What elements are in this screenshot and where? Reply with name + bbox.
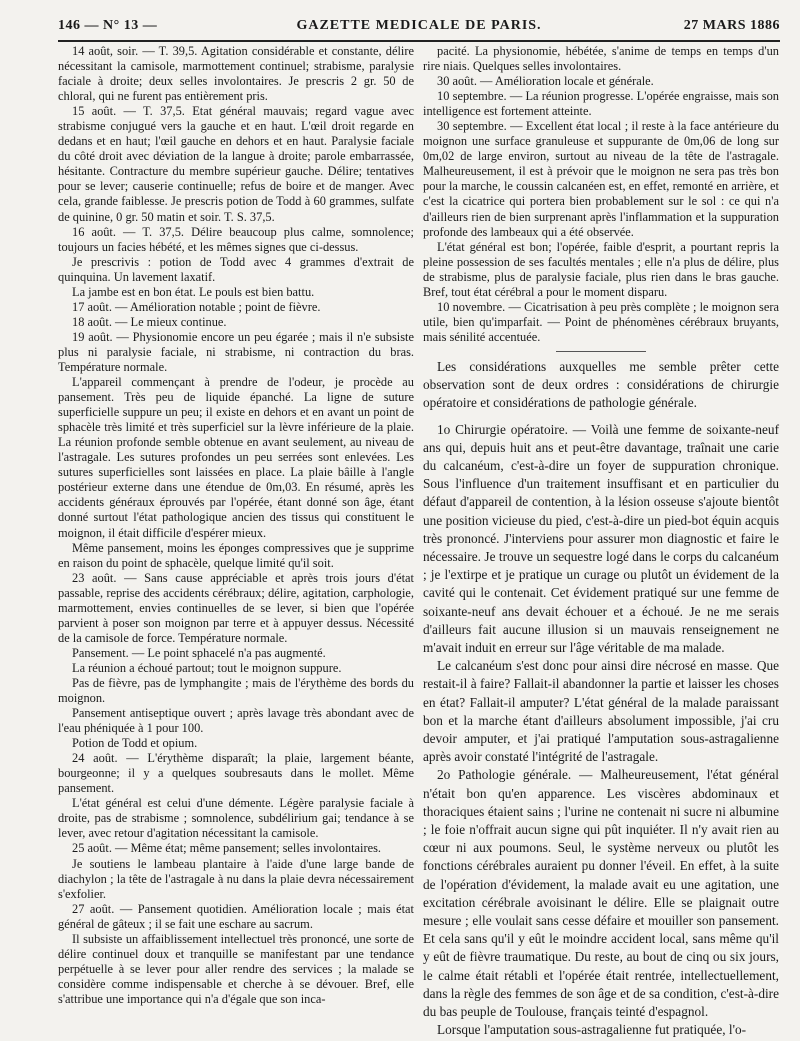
paragraph-gap bbox=[423, 413, 779, 421]
paragraph: 30 août. — Amélioration locale et générale. bbox=[437, 74, 654, 89]
right-column bbox=[423, 44, 779, 1039]
paragraph: Même pansement, moins les éponges compressives que je supprime en raison du point de sphacèle, quelque limité qu'il soit. bbox=[58, 540, 414, 570]
paragraph: Je soutiens le lambeau plantaire à l'aide d'une large bande de diachylon ; la tête de l'astragale à nu dans la plaie devra nécessairement s'exfolier. bbox=[58, 856, 414, 901]
header-rule bbox=[58, 40, 780, 42]
paragraph: Pas de fièvre, pas de lymphangite ; mais de l'érythème des bords du moignon. bbox=[58, 675, 414, 706]
paragraph: La réunion a échoué partout; tout le moignon suppure. bbox=[72, 660, 342, 675]
paragraph: Les considérations auxquelles me semble prêter cette observation sont de deux ordres : considérations de chirurgie opératoire et considérations de pathologie générale. bbox=[423, 358, 779, 411]
paragraph: 2o Pathologie générale. — Malheureusement, l'état général n'était bon qu'en apparence. Les viscères abdominaux et thoraciques étaient sains ; l'urine ne contenait ni sucre ni albumine ; le foie n'offrait aucun signe qui pût inquiéter. Il n'y avait rien au cœur ni aux poumons. Seul, le système nerveux ou plutôt les fonctions cérébrales auraient pu donner l'éveil. En effet, à la suite de l'opération d'évidement, la malade avait eu une agitation, une excitation cérébrale avoisinant le délire. Elle se plaignait outre mesure ; elle voulait sans cesse défaire et mouiller son pansement. Et cela sans qu'il y eût le moindre accident local, sans même qu'il y eût de fièvre traumatique. Du reste, au bout de cinq ou six jours, le calme était rétabli et l'opérée était rentrée, intellectuellement, dans la règle des femmes de son âge et de sa condition, c'est-à-dire du bas peuple de Toulouse, français teinté d'espagnol. bbox=[423, 767, 779, 1020]
paragraph: La jambe est en bon état. Le pouls est bien battu. bbox=[72, 284, 315, 299]
paragraph: 10 septembre. — La réunion progresse. L'opérée engraisse, mais son intelligence est fortement atteinte. bbox=[423, 89, 779, 119]
commentary-section bbox=[423, 358, 779, 1040]
paragraph: Le calcanéum s'est donc pour ainsi dire nécrosé en masse. Que restait-il à faire? Fallait-il abandonner la partie et laisser les choses en état? Fallait-il amputer? L'état général de la malade paraissant bon et la marche étant d'ailleurs absolument impossible, j'ai cru devoir amputer, et j'ai pratiqué l'amputation sous-astragalienne après avoir constaté l'intégrité de l'astragale. bbox=[423, 658, 779, 765]
left-column bbox=[58, 44, 414, 1007]
paragraph: 18 août. — Le mieux continue. bbox=[72, 314, 227, 329]
paragraph: L'état général est bon; l'opérée, faible d'esprit, a pourtant repris la pleine possession de ses facultés mentales ; elle n'a plus de délire, plus de strabisme, plus de paralysie faciale, plus rien dans le bras gauche. Bref, tout état cérébral a pour le moment disparu. bbox=[423, 239, 779, 299]
paragraph: 23 août. — Sans cause appréciable et après trois jours d'état passable, reprise des accidents cérébraux; délire, agitation, carphologie, marmottement, envies continuelles de se lever, si bien que l'opérée parvient à poser son moignon par terre et à appuyer dessus. Nécessité de la camisole de force. Température normale. bbox=[58, 570, 414, 645]
paragraph: 30 septembre. — Excellent état local ; il reste à la face antérieure du moignon une surface granuleuse et suppurante de 0m,06 de long sur 0m,02 de large environ, surtout au niveau de la tête de l'astragale. Malheureusement, il est à prévoir que le moignon ne sera pas très bon pour la marche, le coussin calcanéen est, en effet, remonté en arrière, et c'est la cicatrice qui portera bien probablement sur le sol : ce qui n'a d'ailleurs rien de bien surprenant après l'inflammation et la suppuration profonde des lambeaux qui a été observée. bbox=[423, 119, 779, 239]
paragraph: 15 août. — T. 37,5. Etat général mauvais; regard vague avec strabisme conjugué vers la gauche et en haut. L'œil droit regarde en dedans et en haut; l'œil gauche en dehors et en haut. Paralysie faciale du côté droit avec déviation de la langue à droite; parole embarrassée, hésitante. Contracture du membre supérieur gauche. Délire; tentatives pour se lever; causerie continuelle; refus de boire et de manger. Avec cela, grande faiblesse. Je prescris potion de Todd à 60 grammes, sulfate de quinine, 0 gr. 50 matin et soir. T. S. 37,5. bbox=[58, 104, 414, 224]
paragraph: 14 août, soir. — T. 39,5. Agitation considérable et constante, délire nécessitant la camisole, marmottement continuel; strabisme, paralysie faciale à droite; deux selles involontaires. Je prescris 2 gr. 50 de chloral, qui ne furent pas entièrement pris. bbox=[58, 44, 414, 104]
paragraph: 19 août. — Physionomie encore un peu égarée ; mais il n'e subsiste plus ni paralysie faciale, ni strabisme, ni contraction du bras. Température normale. bbox=[58, 329, 414, 374]
paragraph: 17 août. — Amélioration notable ; point de fièvre. bbox=[72, 299, 321, 314]
page-number: 146 — N° 13 — bbox=[58, 18, 158, 33]
paragraph: Je prescrivis : potion de Todd avec 4 grammes d'extrait de quinquina. Un lavement laxatif. bbox=[58, 254, 414, 284]
section-separator bbox=[556, 351, 646, 352]
paragraph: Lorsque l'amputation sous-astragalienne fut pratiquée, l'o- bbox=[437, 1022, 747, 1038]
paragraph: 24 août. — L'érythème disparaît; la plaie, largement béante, bourgeonne; il y a quelques soubresauts dans le mollet. Même pansement. bbox=[58, 751, 414, 796]
issue-date: 27 MARS 1886 bbox=[683, 18, 780, 33]
paragraph: L'appareil commençant à prendre de l'odeur, je procède au pansement. Très peu de liquide épanché. La ligne de suture superficielle suppure un peu; il existe en dehors et en avant un point de sphacèle très limité et très superficiel sur la lèvre inférieure de la plaie. La réunion profonde semble obtenue en avant seulement, au niveau de l'astragale. Les sutures profondes un peu serrées sont enlevées. Les sutures superficielles sont laissées en place. La plaie bâille à l'angle postérieur externe dans une étendue de 0m,03. En résumé, après les accidents généraux éprouvés par l'opérée, étant donné son âge, étant donné surtout l'état pathologique ancien des tissus qui constituent le moignon, il était difficile d'espérer mieux. bbox=[58, 375, 414, 540]
paragraph: Il subsiste un affaiblissement intellectuel très prononcé, une sorte de délire continuel doux et tranquille se manifestant par une tendance perpétuelle à se lever pour aller rendre des services ; la malade se considère comme indispensable et cherche à se dévouer. Bref, elle s'attribue une importance qui n'a d'égale que son inca- bbox=[58, 931, 414, 1006]
paragraph: Potion de Todd et opium. bbox=[72, 736, 198, 751]
paragraph: Pansement antiseptique ouvert ; après lavage très abondant avec de l'eau phéniquée à 1 pour 100. bbox=[58, 706, 414, 736]
paragraph: pacité. La physionomie, hébétée, s'anime de temps en temps d'un rire niais. Quelques selles involontaires. bbox=[423, 44, 779, 74]
paragraph: 10 novembre. — Cicatrisation à peu près complète ; le moignon sera utile, bien qu'imparfait. — Point de phénomènes cérébraux bruyants, mais sénilité accentuée. bbox=[423, 299, 779, 344]
paragraph: 1o Chirurgie opératoire. — Voilà une femme de soixante-neuf ans qui, depuis huit ans et peut-être davantage, traînait une carie du calcanéum, c'est-à-dire un foyer de suppuration chronique. Sous l'influence d'un traitement insuffisant et en particulier du défaut d'appareil de contention, à la lésion osseuse s'ajoute bientôt une position vicieuse du pied, c'est-à-dire un pied-bot équin acquis très prononcé. J'interviens pour assurer mon diagnostic et faire le nécessaire. Je trouve un sequestre logé dans le corps du calcanéum ; je l'extirpe et je pratique un curage ou plutôt un évidement de la cavité qui le contenait. Cet évidement pratiqué sur une femme de soixante-neuf ans devait échouer et a échoué. Je ne me serais d'ailleurs fait aucune illusion si un mauvais renseignement ne m'avait induit en erreur sur l'âge véritable de ma malade. bbox=[423, 421, 779, 655]
paragraph: L'état général est celui d'une démente. Légère paralysie faciale à droite, pas de strabisme ; somnolence, subdélirium gai; tendance à se lever, avec retour d'agitation nécessitant la camisole. bbox=[58, 796, 414, 841]
paragraph: 27 août. — Pansement quotidien. Amélioration locale ; mais état général de gâteux ; il se fait une eschare au sacrum. bbox=[58, 901, 414, 931]
paragraph: Pansement. — Le point sphacelé n'a pas augmenté. bbox=[72, 645, 326, 660]
journal-title: GAZETTE MEDICALE DE PARIS. bbox=[296, 18, 542, 33]
paragraph: 16 août. — T. 37,5. Délire beaucoup plus calme, somnolence; toujours un facies hébété, et les mêmes signes que ci-dessus. bbox=[58, 224, 414, 254]
running-head bbox=[58, 14, 780, 40]
paragraph: 25 août. — Même état; même pansement; selles involontaires. bbox=[72, 841, 381, 856]
